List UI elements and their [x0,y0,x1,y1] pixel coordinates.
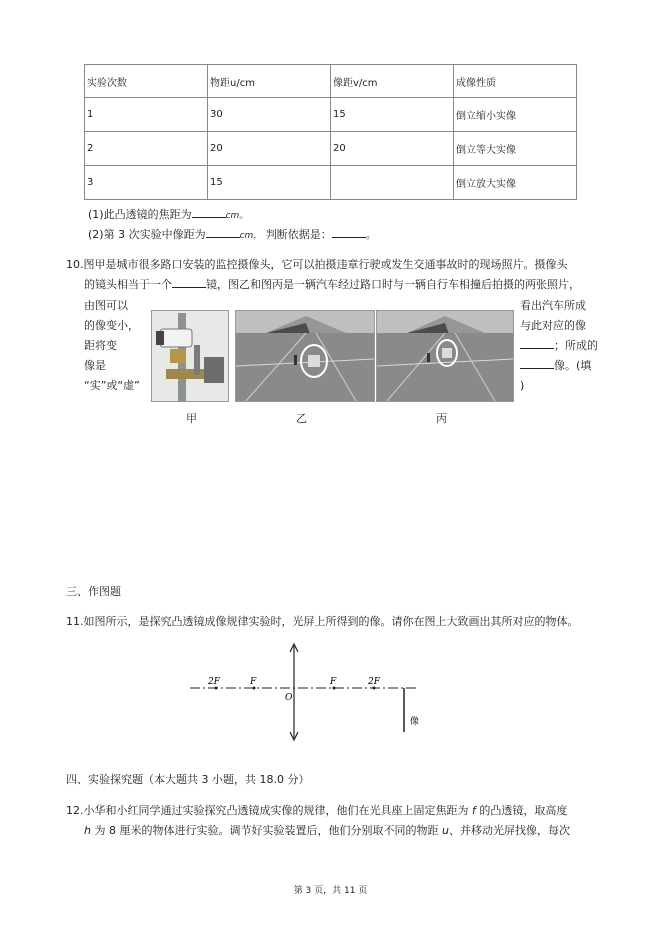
question-10-line-1 [66,256,568,272]
sub-question-1-text: (1)此凸透镜的焦距为 [88,208,192,221]
table-cell: 20 [208,132,331,166]
answer-blank[interactable] [332,227,366,238]
question-number: 10. [66,258,84,271]
caption-yi: 乙 [296,412,307,425]
unit-label: cm。 [225,211,249,221]
answer-blank[interactable] [172,277,206,288]
question-10-text: 距将变 [84,339,117,352]
table-header-cell: 实验次数 [85,65,208,98]
caption-bing: 丙 [436,412,447,425]
table-cell: 倒立放大实像 [454,166,577,200]
page-footer: 第 3 页，共 11 页 [293,886,368,896]
question-10-left-column [84,296,140,396]
symbol-f: f [472,804,476,817]
street-photo-3 [376,310,514,402]
question-12-text: 为 8 厘米的物体进行实验。调节好实验装置后，他们分别取不同的物距 [94,824,439,837]
label-origin: O [285,693,293,703]
question-10-line-2 [84,276,580,292]
question-11-text: 如图所示，是探究凸透镜成像规律实验时，光屏上所得到的像。请你在图上大致画出其所对应的物体。 [83,615,579,628]
table-cell: 15 [331,98,454,132]
sentence-end: 。 [365,228,377,241]
label-2f-right: 2F [368,677,380,687]
question-11 [66,613,579,629]
symbol-h: h [84,824,91,837]
label-image: 像 [410,717,420,727]
table-row [85,166,577,200]
section-4-heading: 四、实验探究题（本大题共 3 小题，共 18.0 分） [66,773,310,786]
question-10-text: 的像变小， [84,319,139,332]
question-10-text: 像是 [84,359,106,372]
camera-photo [151,310,229,402]
table-cell: 3 [85,166,208,200]
sub-question-2 [88,226,377,242]
label-2f-left: 2F [208,677,220,687]
table-cell [331,166,454,200]
question-10-text: ) [520,379,525,392]
answer-blank[interactable] [520,338,554,349]
table-header-row [85,65,577,98]
label-f-right: F [330,677,337,687]
sub-question-1 [88,206,248,222]
answer-blank[interactable] [192,207,226,218]
table-header-cell: 像距v/cm [331,65,454,98]
caption-jia: 甲 [186,412,197,425]
question-12-text: 的凸透镜，取高度 [479,804,568,817]
question-10-text: 看出汽车所成 [520,299,586,312]
table-header-cell: 物距u/cm [208,65,331,98]
section-3-heading: 三、作图题 [66,585,121,598]
table-header-cell: 成像性质 [454,65,577,98]
lens-diagram [186,642,426,742]
table-row [85,98,577,132]
question-10-text: 图甲是城市很多路口安装的监控摄像头，它可以拍摄违章行驶或发生交通事故时的现场照片。摄像头 [83,258,568,271]
answer-blank[interactable] [206,227,240,238]
table-cell: 倒立缩小实像 [454,98,577,132]
table-cell: 倒立等大实像 [454,132,577,166]
symbol-u: u [441,824,449,837]
street-photo-2 [235,310,375,402]
label-f-left: F [250,677,257,687]
table-row [85,132,577,166]
question-12-text: 小华和小红同学通过实验探究凸透镜成实像的规律，他们在光具座上固定焦距为 [83,804,469,817]
question-10-text: 的镜头相当于一个 [84,278,172,291]
answer-blank[interactable] [520,358,554,369]
question-number: 11. [66,615,84,628]
sub-question-2-text: (2)第 3 次实验中像距为 [88,228,206,241]
table-cell: 2 [85,132,208,166]
question-12-line-1 [66,802,567,818]
table-cell: 15 [208,166,331,200]
table-cell: 20 [331,132,454,166]
experiment-table [84,64,577,200]
unit-label: cm， [239,231,263,241]
question-number: 12. [66,804,84,817]
table-cell: 30 [208,98,331,132]
question-10-text: “实”或“虚” [84,379,140,392]
question-10-text: 由图可以 [84,299,128,312]
question-10-right-column [520,296,598,396]
question-10-text: 像。(填 [520,356,598,376]
sub-question-2-mid: 判断依据是： [265,228,332,241]
table-cell: 1 [85,98,208,132]
question-12-line-2 [84,822,570,838]
question-10-text: ；所成的 [520,336,598,356]
question-10-text: 与此对应的像 [520,319,586,332]
question-10-text: 镜，图乙和图丙是一辆汽车经过路口时与一辆自行车相撞后拍摄的两张照片， [206,278,580,291]
question-12-text: 、并移动光屏找像，每次 [448,824,570,837]
